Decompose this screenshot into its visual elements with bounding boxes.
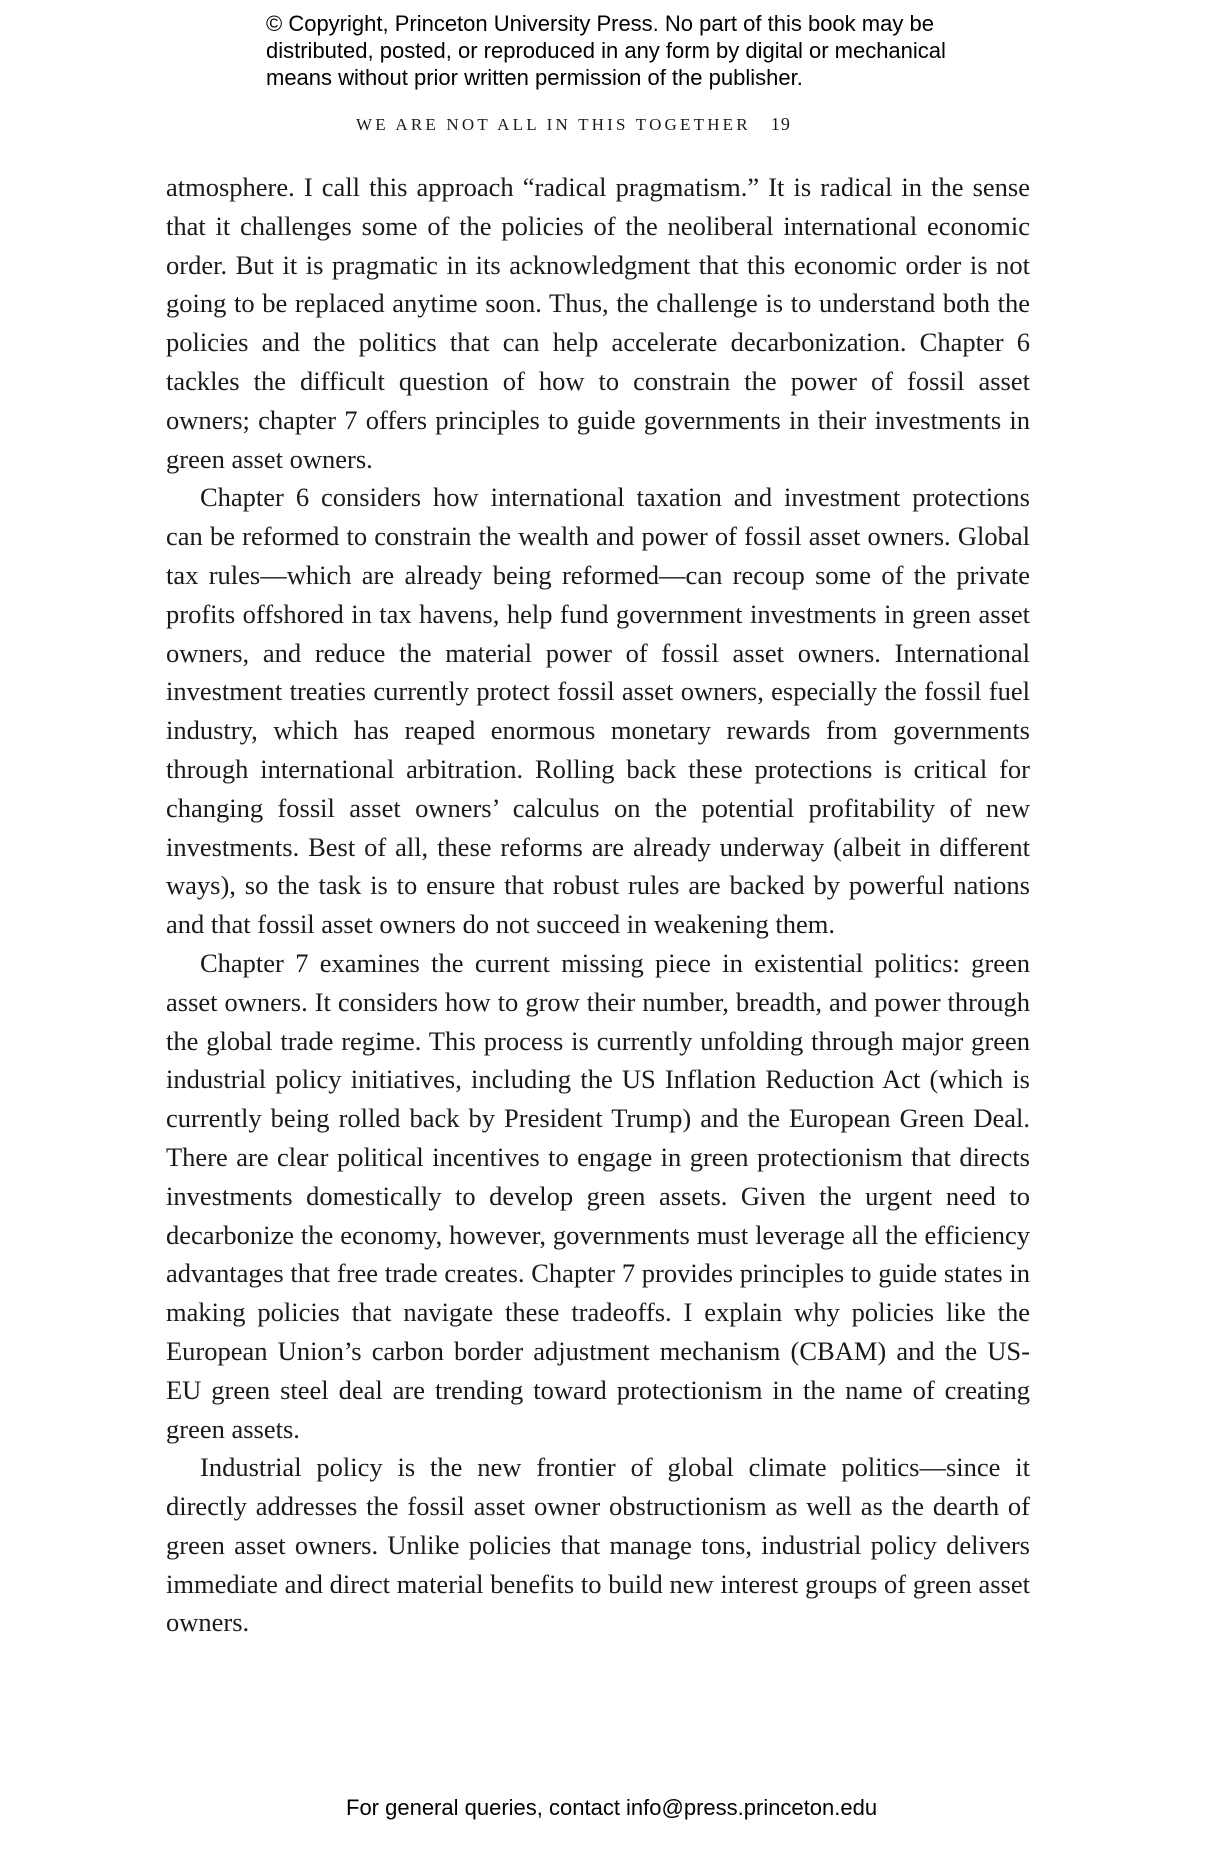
copyright-line-2: distributed, posted, or reproduced in any form by digital or mechanical — [266, 38, 946, 63]
running-head-title: WE ARE NOT ALL IN THIS TOGETHER — [356, 115, 751, 134]
copyright-notice — [266, 10, 1026, 91]
page-number: 19 — [770, 114, 791, 134]
body-text — [166, 168, 1030, 1642]
paragraph-3: Chapter 7 examines the current missing piece in existential politics: green asset owners. It considers how to grow their number, breadth, and power through the global trade regime. This process is currently unfolding through major green industrial policy initiatives, including the US Inflation Reduction Act (which is currently being rolled back by President Trump) and the European Green Deal. There are clear political incentives to engage in green protectionism that directs investments domestically to develop green assets. Given the urgent need to decarbonize the economy, however, governments must leverage all the efficiency advantages that free trade creates. Chapter 7 provides principles to guide states in making policies that navigate these tradeoffs. I explain why policies like the European Union’s carbon border adjustment mechanism (CBAM) and the US-EU green steel deal are trending toward protectionism in the name of creating green assets. — [166, 947, 1030, 1444]
copyright-line-3: means without prior written permission of the publisher. — [266, 65, 803, 90]
paragraph-1: atmosphere. I call this approach “radical pragmatism.” It is radical in the sense that it challenges some of the policies of the neoliberal international economic order. But it is pragmatic in its acknowledgment that this economic order is not going to be replaced anytime soon. Thus, the challenge is to understand both the policies and the politics that can help accelerate decarbonization. Chapter 6 tackles the difficult question of how to constrain the power of fossil asset owners; chapter 7 offers principles to guide governments in their investments in green asset owners. — [166, 172, 1030, 474]
footer-contact: For general queries, contact info@press.princeton.edu — [346, 1795, 878, 1820]
paragraph-2: Chapter 6 considers how international taxation and investment protections can be reformed to constrain the wealth and power of fossil asset owners. Global tax rules—which are already being reformed—can recoup some of the private profits offshored in tax havens, help fund government investments in green asset owners, and reduce the material power of fossil asset owners. International investment treaties currently protect fossil asset owners, especially the fossil fuel industry, which has reaped enormous monetary rewards from governments through international arbitration. Rolling back these protections is critical for changing fossil asset owners’ calculus on the potential profitability of new investments. Best of all, these reforms are already underway (albeit in different ways), so the task is to ensure that robust rules are backed by powerful nations and that fossil asset owners do not succeed in weakening them. — [166, 482, 1030, 940]
copyright-line-1: © Copyright, Princeton University Press. No part of this book may be — [266, 11, 934, 36]
paragraph-4: Industrial policy is the new frontier of global climate politics—since it directly addresses the fossil asset owner obstructionism as well as the dearth of green asset owners. Unlike policies that manage tons, industrial policy delivers immediate and direct material benefits to build new interest groups of green asset owners. — [166, 1452, 1030, 1638]
running-head — [356, 114, 876, 135]
